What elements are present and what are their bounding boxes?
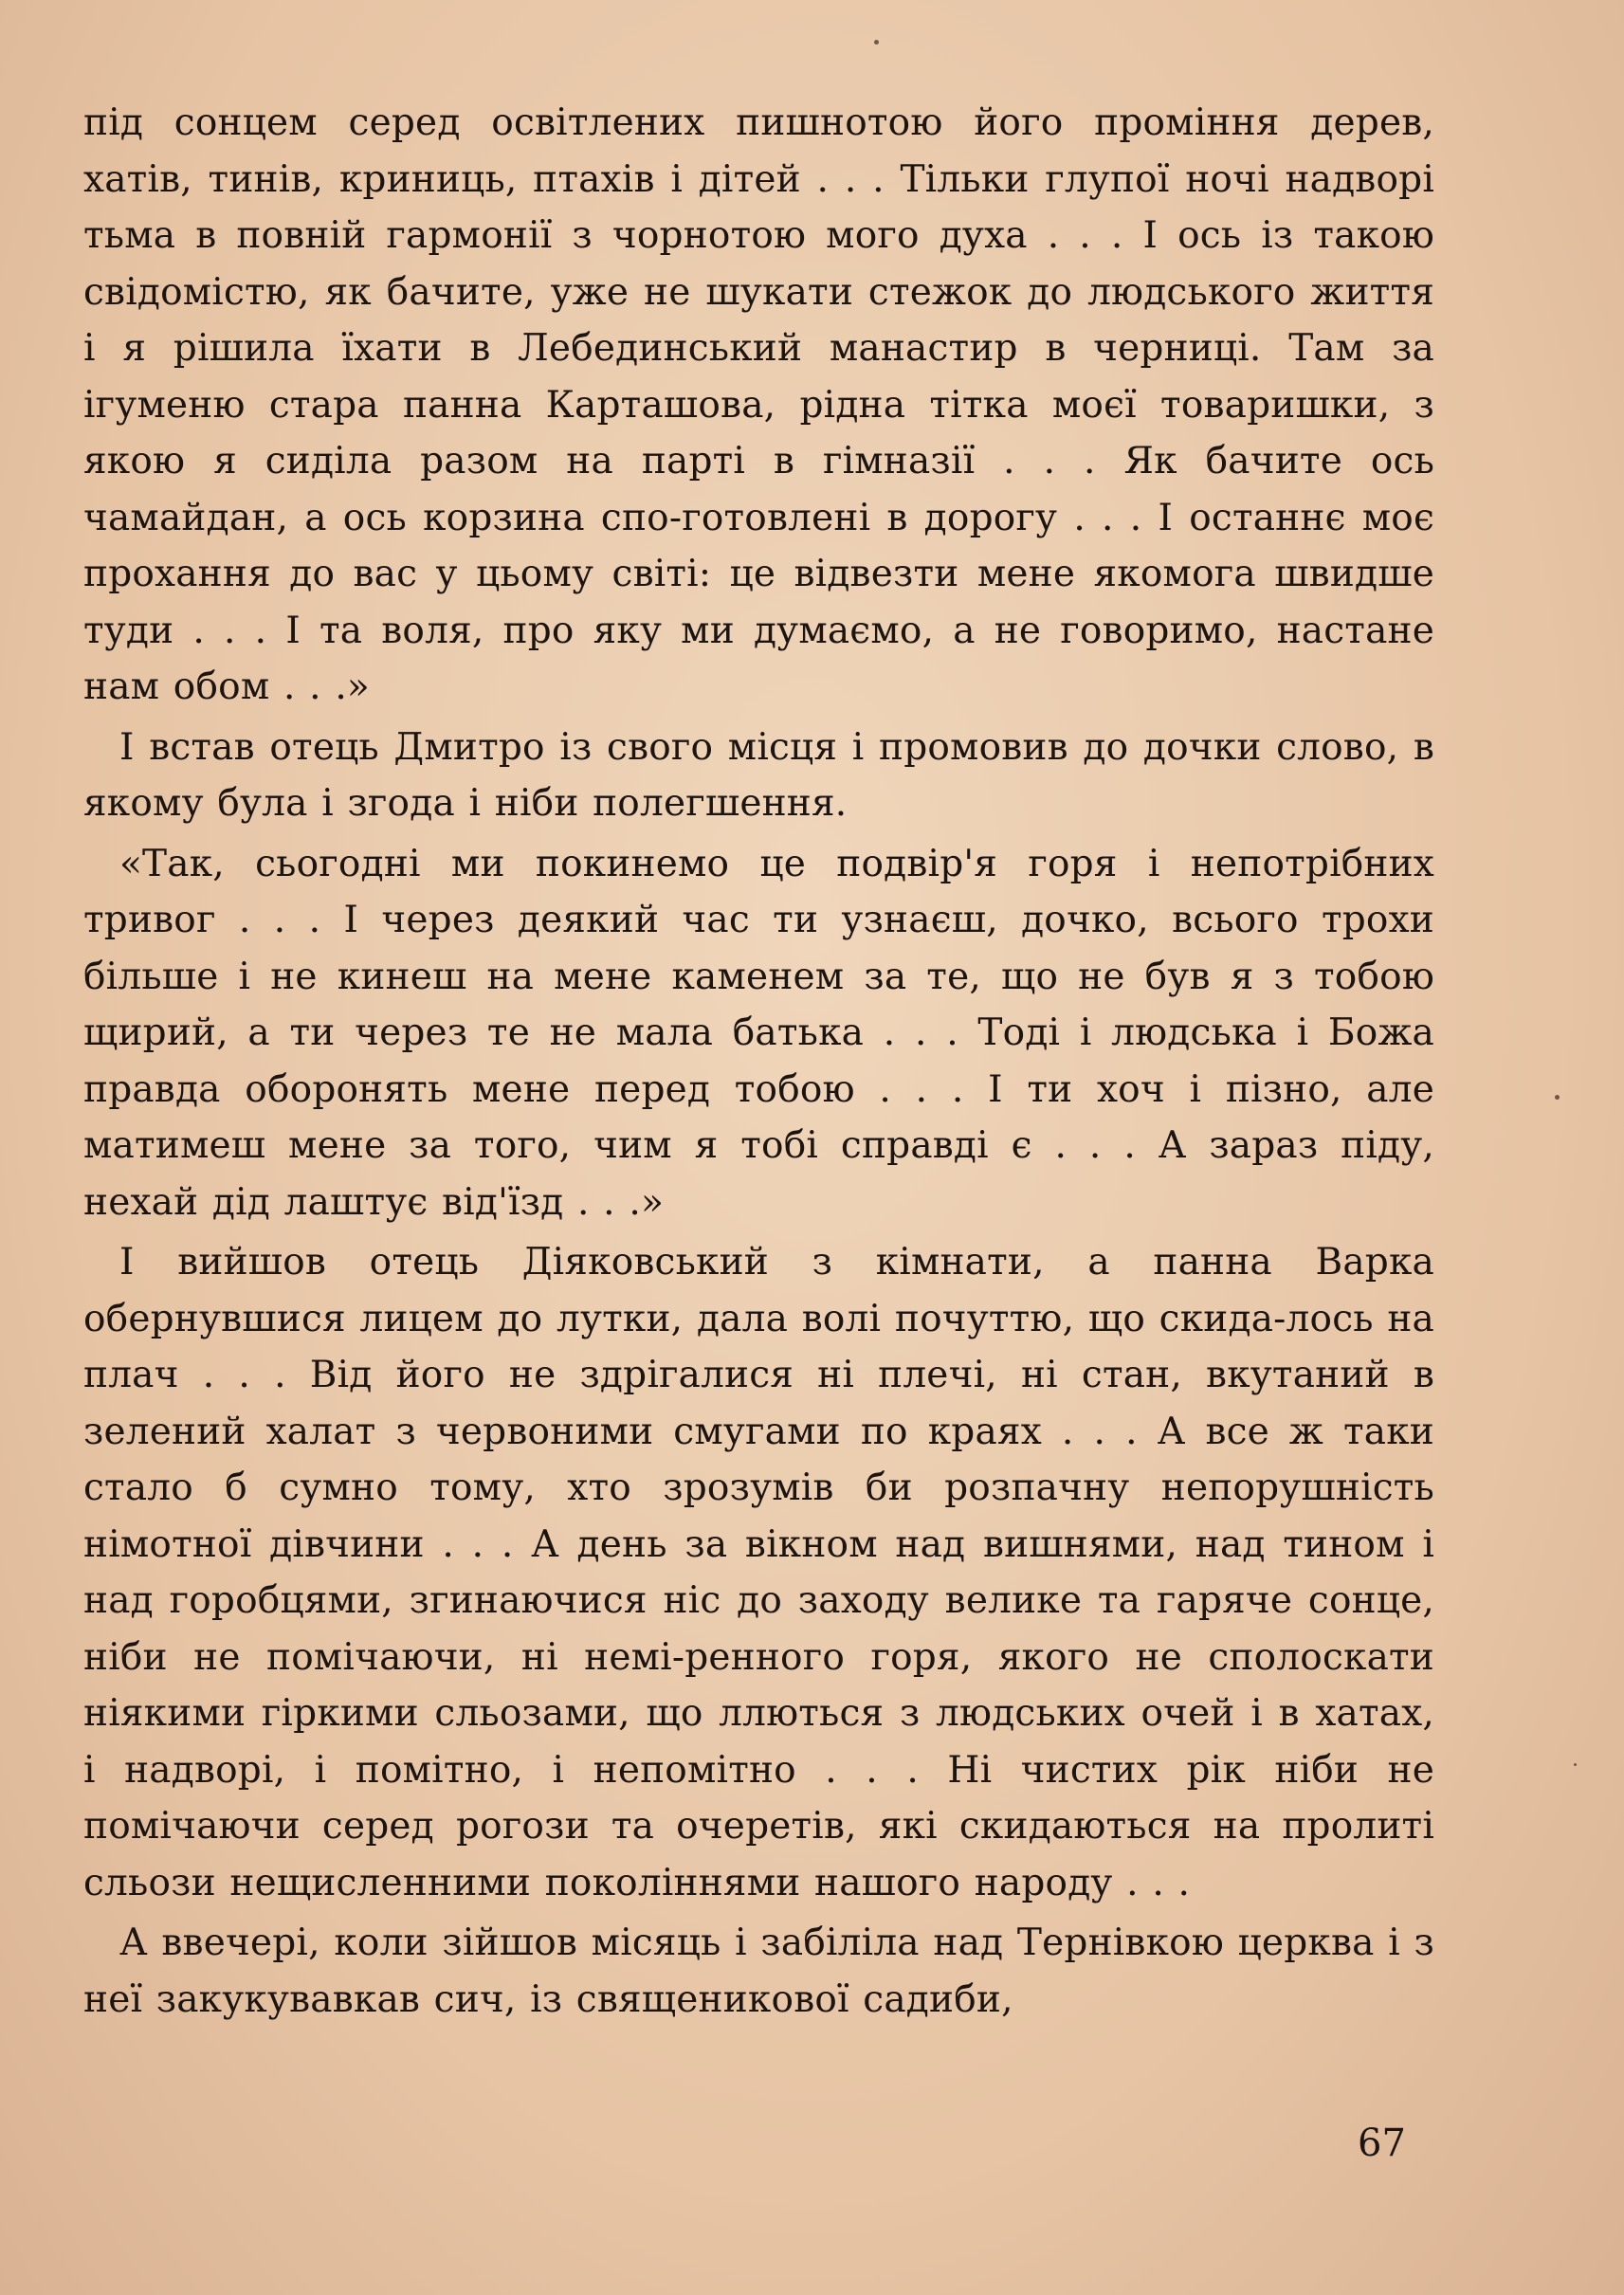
paragraph-1: під сонцем серед освітлених пишнотою його проміння дерев, хатів, тинів, криниць, птахів і дітей . . . Тільки глупої ночі надворі тьма в повній гармонії з чорнотою мого духа . . . І ось із такою свідомістю, як бачите, уже не шукати стежок до людського життя і я рішила їхати в Лебединський манастир в черниці. Там за ігуменю стара панна Карташова, рідна тітка моєї товаришки, з якою я сиділа разом на парті в гімназії . . . Як бачите ось чамайдан, а ось корзина спо-готовлені в дорогу . . . І останнє моє прохання до вас у цьому світі: це відвезти мене якомога швидше туди . . . І та воля, про яку ми думаємо, а не говоримо, настане нам обом . . .»	[83, 101, 1434, 708]
paper-speck	[874, 40, 879, 45]
paragraph-4: І вийшов отець Діяковський з кімнати, а панна Варка обернувшися лицем до лутки, дала волі почуттю, що скида-лось на плач . . . Від його не здрігалися ні плечі, ні стан, вкутаний в зелений халат з червоними смугами по краях . . . А все ж таки стало б сумно тому, хто зрозумів би розпачну непорушність німотної дівчини . . . А день за вікном над вишнями, над тином і над горобцями, згинаючися ніс до заходу велике та гаряче сонце, ніби не помічаючи, ні немі-ренного горя, якого не сполоскати ніякими гіркими сльозами, що ллються з людських очей і в хатах, і надворі, і помітно, і непомітно . . . Ні чистих рік ніби не помічаючи серед рогози та очеретів, які скидаються на пролиті сльози нещисленними поколіннями нашого народу . . .	[83, 1241, 1434, 1904]
paragraph-2: І встав отець Дмитро із свого місця і промовив до дочки слово, в якому була і згода і ніби полегшення.	[83, 725, 1434, 825]
page-number: 67	[1358, 2122, 1406, 2165]
paper-speck	[1574, 1763, 1577, 1766]
paragraph-3: «Так, сьогодні ми покинемо це подвір'я горя і непотрібних тривог . . . І через деякий час ти узнаєш, дочко, всього трохи більше і не кинеш на мене каменем за те, що не був я з тобою щирий, а ти через те не мала батька . . . Тоді і людська і Божа правда оборонять мене перед тобою . . . І ти хоч і пізно, але матимеш мене за того, чим я тобі справді є . . . А зараз піду, нехай дід лаштує від'їзд . . .»	[83, 842, 1434, 1224]
body-text	[83, 95, 1434, 2028]
paragraph-5: А ввечері, коли зійшов місяць і забіліла над Тернівкою церква і з неї закукувавкав сич, із священикової садиби,	[83, 1922, 1434, 2021]
paper-speck	[1555, 1095, 1560, 1100]
